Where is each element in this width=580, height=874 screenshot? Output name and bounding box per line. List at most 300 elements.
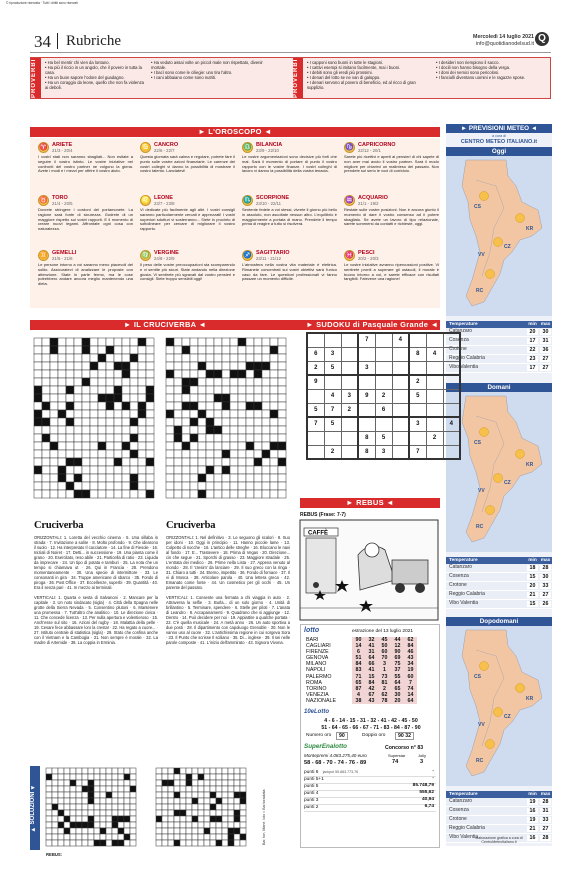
svg-text:RC: RC [476, 524, 484, 530]
temp-min: 17 [527, 365, 538, 371]
sudoku-cell [324, 375, 341, 389]
sun-icon [486, 740, 495, 749]
sudoku-cell [443, 333, 460, 347]
sudoku-cell [307, 389, 324, 403]
crossword-title-1: Cruciverba [34, 520, 84, 531]
prize-note: jackpot 55.883.773,76 [322, 770, 359, 774]
sign-date: 21/5 - 21/6 [52, 256, 73, 261]
lotto-number: 87 [352, 686, 365, 692]
temperature-row [446, 564, 552, 573]
proverb: • I cattivi esempi si imitano facilmente, mai i buoni. [307, 65, 401, 71]
sign-text: Dovrete stringere i cordoni del portamonete. La ragione sarà fonte di sicurezza. Godrete di un maggiore rispetto sui vostri rapporti. E il momento di creare nuovi legami. Affrontate ogni cosa con naturalezza. [38, 207, 133, 232]
sign-date: 23/11 - 21/12 [256, 256, 282, 261]
sudoku-cell [324, 431, 341, 445]
sun-icon [480, 428, 489, 437]
temp-min: 20 [527, 583, 538, 589]
lotto-number: 7 [404, 680, 417, 686]
proverb: • Ha bel mentir chi vien da lontano. [45, 60, 110, 65]
sign-name: BILANCIA [256, 142, 283, 148]
zodiac-icon: ♋ [141, 144, 150, 151]
lotto-number: 32 [365, 637, 378, 643]
meteo-title: ► PREVISIONI METEO ◄ [446, 124, 552, 133]
meteo-credit: CENTRO METEO ITALIANO.it [460, 139, 538, 145]
sudoku-cell [358, 347, 375, 361]
lotto-number: 90 [391, 649, 404, 655]
meteo-credit-small: a cura di [492, 134, 506, 138]
city-name: Vibo Valentia [449, 600, 479, 606]
sign-name: CANCRO [154, 142, 179, 148]
lotto-number: 74 [404, 686, 417, 692]
sun-icon [516, 450, 525, 459]
lotto-number: 62 [378, 692, 391, 698]
meteo-block-dopodomani [446, 617, 552, 843]
issue-site: info@quotidianodelsud.it [475, 40, 534, 47]
lotto-number: 65 [391, 686, 404, 692]
superenalotto-logo: SuperEnalotto [304, 743, 348, 750]
temperature-header [446, 321, 552, 328]
temperature-row [446, 582, 552, 591]
sudoku-cell: 3 [341, 389, 358, 403]
sudoku-cell [443, 347, 460, 361]
sudoku-cell [307, 445, 324, 459]
sudoku-cell [392, 347, 409, 361]
sign-date: 22/12 - 20/1 [358, 148, 381, 153]
sudoku-cell: 3 [358, 361, 375, 375]
lotto-ruota: PALERMO [306, 673, 332, 680]
prize-label: punti 2 [304, 805, 319, 810]
prize-value: 555,62 [419, 790, 434, 795]
lotto-number: 50 [378, 643, 391, 649]
rebus-solution: Bar, ton, Mane, Iolo = Bai toradiata [262, 789, 266, 845]
temp-max: 28 [540, 799, 551, 805]
min-label: min [528, 558, 537, 563]
sudoku-cell [443, 445, 460, 459]
meteo-day-label: Oggi [446, 147, 552, 156]
prize-label: punti 4 [304, 791, 319, 796]
temp-min: 21 [527, 826, 538, 832]
sudoku-grid [306, 332, 461, 460]
lotto-row [304, 680, 417, 686]
max-label: max [540, 558, 551, 563]
lotto-number: 44 [391, 637, 404, 643]
temp-max: 27 [540, 592, 551, 598]
prize-value: 6,74 [424, 804, 434, 809]
proverbi-left-col [45, 60, 145, 91]
city-name: Reggio Calabria [449, 355, 485, 361]
sudoku-cell: 7 [358, 333, 375, 347]
sudoku-cell: 5 [375, 431, 392, 445]
sudoku-cell [392, 389, 409, 403]
cruciverba-banner: ► IL CRUCIVERBA ◄ [30, 320, 300, 330]
proverb: • I doni dei nemici sono pericolosi. [436, 70, 500, 76]
sign-date: 23/10 - 22/11 [256, 201, 282, 206]
sudoku-cell: 7 [324, 403, 341, 417]
sudoku-cell [426, 445, 443, 459]
sudoku-cell: 7 [307, 417, 324, 431]
sign-text: I vostri stati non saranno sbagliati... Non esitate a seguire il vostro istinto. Le vostre iniziative nei confronti del vostro partner ne volgono la giena. Avete i modi e i mezzi per offrire il vostro aiuto. [38, 154, 133, 174]
temp-max: 33 [540, 583, 551, 589]
temp-max: 36 [540, 347, 551, 353]
city-name: Crotone [449, 346, 467, 352]
sudoku-cell [392, 417, 409, 431]
svg-text:VV: VV [478, 722, 485, 728]
lotto-number: 70 [378, 655, 391, 661]
temperature-label: Temperature [449, 322, 478, 327]
sign-name: SAGITTARIO [256, 250, 290, 256]
sign-date: 23/7 - 23/8 [154, 201, 175, 206]
zodiac-icon: ♍ [141, 252, 150, 259]
svg-text:KR: KR [526, 226, 534, 232]
solutions-banner: ► SOLUZIONI ◄ [30, 766, 40, 850]
svg-text:RC: RC [476, 288, 484, 294]
prize-value: - [432, 776, 434, 781]
crossword-clues-2: ORIZZONTALI: 1. Nel definitivo · 3. Le seguono gli scalori · 8. Suo per idoni · 10. Oggi in principio · 11. Hanno piccole lame · 13. Colpetto di nocche · 15. L'antico delle streghe · 16. Bloccano le navi al fondo · 17. E... Trastevere · 18. Prima di Vegas · 20. Direzione... cin che segue · 21. Sporchi di grasso · 23. Maggiore stradale · 25. L'entrata dei medico · 26. Prime nella Lista · 27. Appena venuto al mondo · 28. Il 'cresim' da lanciare · 29. Il suo greco con la ringa · 31. Chiaro a tutti · 34. Eterno, impettito · 36. Fondo di fornace · 37. Il vi di Mosca · 38. Articolare parola · 40. Una lettera greca · 42. Emanato come fonte · 44. Un cosmetico per gli occhi · 45. Un parente del passato. VERTICALI: 1. Consente una fermata a chi viaggia in auto · 2. Attraversa la selfie · 3. Burla... di un solo giorno · 4. Unità di brillantino · 5. Terminare, spendere · 6. Stelle per piloti · 7. L'anata di Leandro · 8. Accapanamenti · 9. Quadrano che si aggiunge · 12. Dentro · 14. Può decidere per noi · 19. Appiattire a qualche portata · 22. C'è quella musicale · 24. A metà anno · 26. Un auto sportiva a due posti · 28. Il dipartimento con capoluogo Grenoble · 30. Non le vanno uso al cuore · 32. L'antichissima regione in cui sorgeva Sora · 33. Il Punto che scrisse Il sciliano · 35. Di... inglese · 39. Il sei nelle parole composte · 41. L'inizio dell'ammirato · 43. Signora Vivona. [166, 535, 291, 645]
sudoku-cell: 3 [375, 445, 392, 459]
lotto-number: 46 [404, 649, 417, 655]
prize-label: punti 6 [304, 770, 319, 775]
10elotto-numbers-2: 51 - 64 - 65 - 66 - 67 - 71 - 83 - 84 - 87 - 90 [321, 725, 421, 731]
sudoku-cell [341, 431, 358, 445]
lotto-ruota: CAGLIARI [306, 643, 331, 650]
sign-date: 22/6 - 22/7 [154, 148, 175, 153]
temp-max: 30 [540, 574, 551, 580]
zodiac-icon: ♏ [243, 197, 252, 204]
superenalotto-numbers: 58 - 68 - 70 - 74 - 76 - 89 [304, 760, 367, 766]
lotto-number: 15 [365, 674, 378, 680]
superstar-label: Superstar [388, 753, 406, 758]
sign-name: LEONE [154, 195, 173, 201]
sun-icon [516, 684, 525, 693]
temp-min: 17 [527, 338, 538, 344]
svg-text:CAFFÈ: CAFFÈ [308, 530, 328, 537]
sign-text: Vi dedicate più facilmente agli altri. I vostri consigli saranno particolarmente cercati e apprezzati! I vostri superiori sdutturi vi sosterranno... Siete in procinto di sottolineare per cercare di migliorare il vostro rapporto. [140, 207, 235, 232]
copyright-notice: © riproduzione riservata · Tutti i diritti sono riservati [6, 1, 78, 5]
proverbi-left-col2 [151, 60, 276, 80]
numero-oro-label: Numero oro [306, 733, 332, 738]
temp-min: 15 [527, 601, 538, 607]
zodiac-icon: ♊ [39, 252, 48, 259]
proverb: • Ha un buon sapore l'odore del guadagno. [45, 75, 125, 81]
lotto-number: 4 [352, 692, 365, 698]
lotto-number: 51 [352, 655, 365, 661]
lotto-number: 37 [391, 667, 404, 673]
sign-name: ACQUARIO [358, 195, 388, 201]
temp-max: 27 [540, 365, 551, 371]
sudoku-cell [392, 431, 409, 445]
prize-value: 85.748,79 [412, 783, 434, 788]
sudoku-cell: 5 [409, 389, 426, 403]
lotto-ruota: GENOVA [306, 655, 329, 662]
sudoku-cell [426, 389, 443, 403]
sudoku-cell: 9 [358, 389, 375, 403]
sudoku-cell [426, 333, 443, 347]
city-name: Reggio Calabria [449, 825, 485, 831]
temp-max: 33 [540, 817, 551, 823]
rebus-illustration [300, 520, 438, 620]
proverb: • I docili non hanno bisogno della verga. [436, 65, 511, 71]
lotto-number: 41 [365, 643, 378, 649]
page-number: 34 [34, 32, 51, 51]
lotto-ruota: BARI [306, 637, 319, 643]
jolly-label: Jolly [418, 753, 427, 758]
sudoku-cell [324, 333, 341, 347]
sudoku-cell: 6 [307, 347, 324, 361]
sudoku-cell [409, 361, 426, 375]
lotto-number: 75 [391, 661, 404, 667]
svg-text:CS: CS [474, 674, 481, 680]
lotto-number: 55 [391, 674, 404, 680]
sign-text: Sarete più ricettivi e aperti ai pensieri di chi sapete di non aver mai avuto il vostro partner. Sarà il modo migliore per chiarirvi un malinteso del passato. Non prendete sul serio le voci di corridoio. [344, 154, 439, 174]
city-name: Catanzaro [449, 798, 473, 804]
sign-text: Restate sulle vostre posizioni. Non è ancora giunto il momento di dare il vostro consenso ad il potere sbagliato. Se avete un lavoro di tipo relazionale, sarete sommersi da contatti e richieste, oggi. [344, 207, 439, 227]
city-name: Crotone [449, 816, 467, 822]
sign-text: Questa giornata sarà calma e regolare, potrete fare il punto sulle vostre azioni finanziarie. Le carenze dei vostri colleghi vi danno la possibilità di mostrare il vostro talento. Lanciatevi! [140, 154, 235, 174]
temp-max: 27 [540, 826, 551, 832]
sudoku-cell [443, 403, 460, 417]
sudoku-cell: 2 [324, 445, 341, 459]
city-name: Catanzaro [449, 564, 473, 570]
jolly-number: 3 [420, 759, 424, 765]
lotto-ruota: NAZIONALE [306, 697, 337, 704]
lotto-number: 14 [352, 643, 365, 649]
calabria-map [446, 392, 552, 552]
proverbi-label-right: PROVERBI [293, 58, 303, 98]
svg-text:CZ: CZ [504, 480, 511, 486]
sudoku-cell [443, 375, 460, 389]
sudoku-cell [341, 347, 358, 361]
sudoku-cell: 5 [307, 403, 324, 417]
lotto-ruota: MILANO [306, 661, 327, 668]
temperature-row [446, 591, 552, 600]
zodiac-icon: ♌ [141, 197, 150, 204]
lotto-number: 84 [404, 643, 417, 649]
sudoku-cell: 5 [324, 417, 341, 431]
sudoku-cell: 4 [426, 347, 443, 361]
sudoku-cell [375, 333, 392, 347]
sun-icon [516, 214, 525, 223]
sun-icon [480, 192, 489, 201]
proverbi-label-left: PROVERBI [31, 58, 41, 98]
lotto-number: 62 [404, 637, 417, 643]
temp-min: 18 [527, 565, 538, 571]
lotto-table [304, 637, 417, 704]
proverbi-right-col [307, 60, 431, 91]
proverb: • I fanciulli diventano uomini e le ragazze spose. [436, 75, 526, 81]
city-name: Vibo Valentia [449, 834, 479, 840]
max-label: max [540, 322, 551, 327]
proverb: • I denari servono al povero di beneficio, ed al ricco di gran supplizio. [307, 80, 416, 91]
temp-min: 23 [527, 356, 538, 362]
sudoku-cell [375, 375, 392, 389]
sudoku-cell: 9 [307, 375, 324, 389]
lotto-ruota: FIRENZE [306, 649, 329, 656]
temp-min: 22 [527, 347, 538, 353]
newspaper-logo: Q [535, 32, 549, 46]
prize-value: - [432, 769, 434, 774]
crossword-grid-2 [166, 338, 290, 500]
sudoku-cell [392, 375, 409, 389]
sign-text: Le vostre iniziative avranno ripercussioni positive. Vi sentirete pronti a superare gli ostacoli, il morale è buono intorno a voi, e sarete efficace con risultati tangibili. Fatevene una ragione! [344, 262, 439, 282]
proverbi-right-col2 [436, 60, 548, 80]
lotto-number: 20 [391, 698, 404, 704]
sign-date: 23/9 - 22/10 [256, 148, 279, 153]
lotto-number: 3 [378, 661, 391, 667]
sudoku-cell: 2 [426, 431, 443, 445]
prize-label: punti 3 [304, 798, 319, 803]
sudoku-cell [341, 361, 358, 375]
temp-max: 31 [540, 808, 551, 814]
zodiac-icon: ♎ [243, 144, 252, 151]
lotto-number: 38 [352, 698, 365, 704]
lotto-number: 65 [352, 680, 365, 686]
sign-text: L'atmosfera nella vostra vita materiale è elettrica. Rimanete concentrati sui vostri obiettivi sarà l'unico caso da fare. Le questioni professionali vi fanno passare un momento difficile. [242, 262, 337, 282]
sign-name: VERGINE [154, 250, 179, 256]
lotto-row [304, 686, 417, 692]
sudoku-cell [409, 333, 426, 347]
sudoku-cell: 2 [307, 361, 324, 375]
sudoku-cell [358, 403, 375, 417]
meteo-day-label: Domani [446, 383, 552, 392]
doppio-oro: 90 32 [395, 732, 414, 740]
solution-grid-2 [156, 768, 246, 848]
lotto-number: 66 [365, 661, 378, 667]
temp-max: 30 [540, 329, 551, 335]
sign-name: SCORPIONE [256, 195, 290, 201]
lotto-ruota: ROMA [306, 679, 322, 686]
temperature-row [446, 328, 552, 337]
header-rule [30, 52, 551, 53]
crossword-grid-1 [34, 338, 158, 500]
lotto-number: 42 [365, 686, 378, 692]
city-name: Cosenza [449, 807, 469, 813]
10elotto-numbers-1: 4 - 6 - 14 - 15 - 31 - 32 - 41 - 42 - 45 - 50 [324, 718, 418, 724]
zodiac-icon: ♈ [39, 144, 48, 151]
sudoku-cell: 3 [409, 417, 426, 431]
sudoku-cell: 4 [443, 417, 460, 431]
sudoku-cell [341, 375, 358, 389]
city-name: Vibo Valentia [449, 364, 479, 370]
sign-date: 20/2 - 20/3 [358, 256, 379, 261]
lotto-number: 14 [404, 692, 417, 698]
lotto-number: 1 [378, 667, 391, 673]
sign-text: Le persone intorno a voi saranno meno piacevoli del solito. Assicuratevi di analizzare le proposte con attenzione. State in parte fermo, ma le cose potrebbero andare ancora meglio mantenendo una dieta. [38, 262, 133, 287]
lotto-number: 73 [378, 674, 391, 680]
sign-name: TORO [52, 195, 68, 201]
prize-label: punti 5+1 [304, 777, 324, 782]
solution-grid-1 [46, 768, 136, 848]
sudoku-cell [341, 417, 358, 431]
numero-oro: 90 [336, 732, 348, 740]
lotto-number: 2 [378, 686, 391, 692]
temp-min: 19 [527, 799, 538, 805]
temperature-row [446, 807, 552, 816]
sign-name: PESCI [358, 250, 375, 256]
sudoku-cell [409, 403, 426, 417]
city-name: Catanzaro [449, 328, 473, 334]
prize-value: 40,94 [421, 797, 434, 802]
lotto-row [304, 698, 417, 704]
zodiac-icon: ♒ [345, 197, 354, 204]
sudoku-cell [443, 431, 460, 445]
lotto-number: 30 [391, 692, 404, 698]
lotto-number: 60 [378, 649, 391, 655]
sudoku-cell [392, 361, 409, 375]
temperature-row [446, 798, 552, 807]
sign-name: GEMELLI [52, 250, 77, 256]
meteo-block-domani [446, 383, 552, 609]
temperature-label: Temperature [449, 792, 478, 797]
svg-text:CS: CS [474, 204, 481, 210]
meteo-footer: elaborazione grafica a cura di CentroMeteoItaliano.it [475, 836, 523, 845]
temperature-row [446, 337, 552, 346]
lotto-ruota: VENEZIA [306, 691, 329, 698]
sudoku-cell [426, 417, 443, 431]
temp-min: 21 [527, 592, 538, 598]
city-name: Cosenza [449, 573, 469, 579]
svg-text:RC: RC [476, 758, 484, 764]
montepremi: Montepremi 4.083.275,40 euro [304, 753, 367, 758]
lotto-row [304, 674, 417, 680]
svg-text:VV: VV [478, 252, 485, 258]
lotto-ruota: TORINO [306, 685, 327, 692]
temp-min: 20 [527, 329, 538, 335]
lotto-number: 71 [352, 674, 365, 680]
proverb: • Ha un coraggio da leone, quello che non fa violenza ai deboli. [45, 80, 145, 91]
sign-date: 21/1 - 19/2 [358, 201, 379, 206]
sign-text: Le vostre argomentazioni sono decisive più forti che mai. Sarà il momento di portare di punto il vostro rapporto con le vostre finanze. I vostri colleghi di lavoro vi danno la possibilità della vostra tenacia. [242, 154, 337, 174]
proverb: • I denari del lotto se ne van di galoppo. [307, 75, 381, 81]
sun-icon [486, 270, 495, 279]
svg-text:CZ: CZ [504, 714, 511, 720]
sudoku-cell: 5 [324, 361, 341, 375]
section-title: Rubriche [66, 33, 121, 49]
sudoku-cell: 8 [409, 347, 426, 361]
rebus-banner: ► REBUS ◄ [300, 498, 440, 508]
temp-max: 28 [540, 565, 551, 571]
lotto-number: 64 [391, 680, 404, 686]
temp-max: 28 [540, 835, 551, 841]
sudoku-cell: 4 [324, 389, 341, 403]
10elotto-logo: 10eLotto [304, 709, 330, 715]
lotto-number: 83 [352, 667, 365, 673]
lotto-number: 78 [378, 698, 391, 704]
temperature-row [446, 573, 552, 582]
temp-min: 19 [527, 817, 538, 823]
sudoku-cell [426, 361, 443, 375]
sudoku-cell [443, 389, 460, 403]
header-date-block [473, 34, 534, 47]
proverb: • I bacì sono come le ciliegie: uno tira l'altro. [151, 70, 233, 76]
sudoku-cell [375, 417, 392, 431]
zodiac-icon: ♓ [345, 252, 354, 259]
sign-text: Sentente fedele a voi stessi, vivrete il giorno più bello in assoluto, non ascoltate nessun altro. L'equilibrio è maggiormente a portata di mano. Prendete il tempo prima di reagire a tutto si risolverà. [242, 207, 337, 227]
sudoku-cell [358, 417, 375, 431]
sun-icon [494, 238, 503, 247]
sudoku-cell [409, 431, 426, 445]
temperature-row [446, 816, 552, 825]
svg-text:KR: KR [526, 462, 534, 468]
lotto-number: 84 [352, 661, 365, 667]
sudoku-cell [443, 361, 460, 375]
crossword-clues-1: ORIZZONTALI: 1. Loretta del vecchio cinema · 5. Una sillaba in strada · 7. Invitazione a salire · 8. Molto profondo · 9. Che idearono il suolo · 12. Ha interpretato Il cacciatore · 14. La fine di Fiesole · 16. Iniziali di Noiret · 17. Detti... in successione · 19. Una pianta come il grano · 20. Esercitato, reso abile · 21. Particella di ratio · 23. Liquida da imprecare · 24. Un tipo di potata e tamburi · 25. La nota che un tempo si chiamava ut · 26. Qui in Francia · 28. Prendono momentaneamente · 30. Una specie di intermittore · 33. Le consonanti in gira · 34. Truppe americane di sbarco · 35. Fondo di piroga · 36. Post Office · 37. Eccellenze, superbi · 39. Quantità · 40. Era il senza pari · 41. In mezzo ai terminali. VERTICALI: 1. Quarta e sesta di Salvanoni · 2. Mancare per la capitale · 3. Un noto sindacato (sigla) · 4. Città della Spagna nelle grotte della Sierra Nevada · 5. Consentino plutoni · 6. Mantenere una promessa · 7. Tutt'altro che analitico · 10. Le direzione civica · 11. Che concede licenza · 13. Per nulla apertura e volentieroso · 15. Anch'esse sul sito · 16. Azioni del rugby · 18. Malattia della pelle · 19. Cesare fece abbassare loro la cresta! · 22. Ha regato a cuore... · 27. Istituto centrale di statistica (sigla) · 29. Stato che confina anche con il Vietnam e la Cambogia · 31. Non sempre è morale · 32. La madre di Artemide · 38. La coppia in Erminia. [34, 535, 159, 645]
sun-icon [480, 662, 489, 671]
lotto-number: 43 [365, 698, 378, 704]
sudoku-cell [307, 333, 324, 347]
sign-text: Il peso delle vostre preoccupazioni sta scomparendo e vi sentite più sicuri. State andando nella direzione giusta. Vi sentirete più sgravati dal vostro pensieri e consigli. Siete troppo sensibili oggi! [140, 262, 235, 282]
sudoku-cell [341, 445, 358, 459]
temp-max: 26 [540, 601, 551, 607]
sun-icon [494, 708, 503, 717]
